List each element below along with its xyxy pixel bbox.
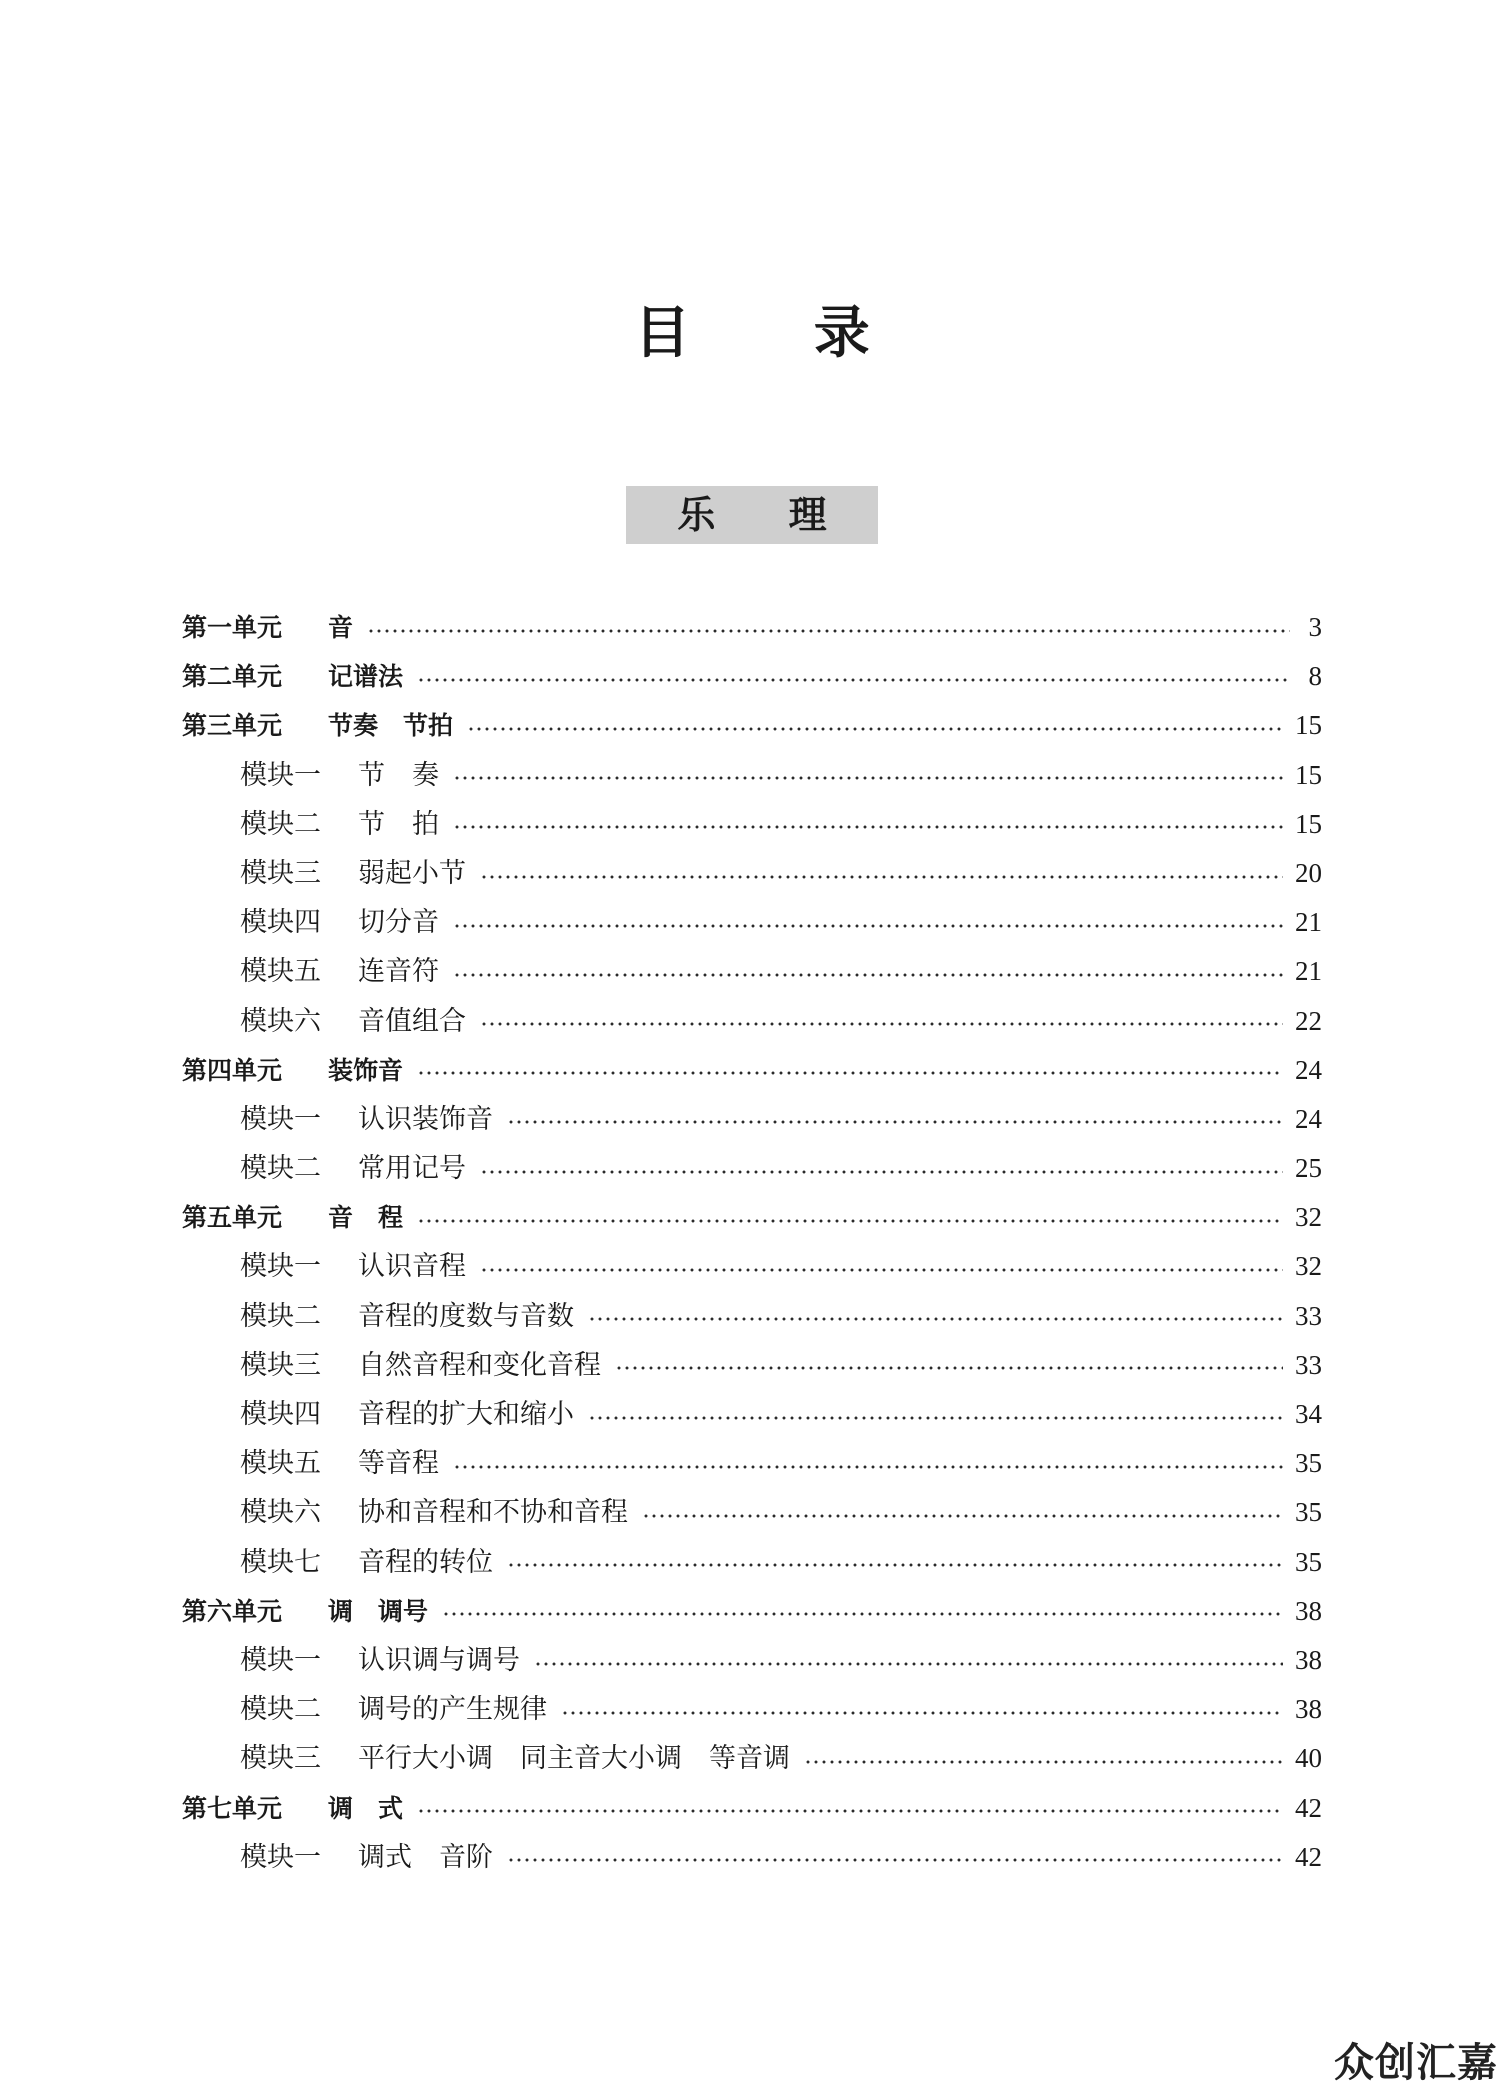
toc-entry-title: 常用记号	[358, 1153, 466, 1185]
toc-module-entry[interactable]	[182, 1636, 1322, 1685]
toc-entry-title: 认识音程	[358, 1251, 466, 1283]
toc-module-entry[interactable]	[182, 1095, 1322, 1144]
toc-page-number: 8	[1308, 661, 1322, 692]
toc-page-number: 3	[1308, 612, 1322, 642]
toc-unit-entry[interactable]	[182, 603, 1322, 652]
toc-page-number: 40	[1295, 1743, 1322, 1774]
toc-page-number: 34	[1295, 1399, 1322, 1429]
toc-module-entry[interactable]	[182, 1439, 1322, 1488]
toc-module-entry[interactable]	[182, 898, 1322, 947]
toc-entry-number: 模块七	[240, 1546, 321, 1578]
toc-module-entry[interactable]	[182, 1538, 1322, 1587]
toc-entry-title: 调号的产生规律	[358, 1694, 547, 1726]
toc-entry-number: 模块一	[240, 1103, 321, 1135]
toc-module-entry[interactable]	[182, 849, 1322, 898]
toc-entry-title: 音程的扩大和缩小	[358, 1399, 574, 1430]
toc-dot-leader	[417, 677, 1290, 683]
toc-module-entry[interactable]	[182, 1341, 1322, 1390]
toc-unit-entry[interactable]	[182, 652, 1322, 701]
toc-entry-title: 记谱法	[328, 662, 404, 692]
toc-page-number: 22	[1295, 1005, 1322, 1036]
toc-dot-leader	[507, 1562, 1283, 1568]
toc-dot-leader	[453, 824, 1283, 830]
toc-module-entry[interactable]	[182, 1292, 1322, 1341]
toc-dot-leader	[804, 1759, 1283, 1765]
toc-entry-title: 音 程	[328, 1203, 404, 1233]
toc-module-entry[interactable]	[182, 1833, 1322, 1882]
toc-entry-number: 模块四	[240, 1399, 321, 1430]
toc-dot-leader	[507, 1119, 1283, 1125]
toc-entry-number: 模块一	[240, 1644, 321, 1676]
toc-entry-title: 调 式	[328, 1793, 404, 1823]
toc-page-number: 24	[1295, 1054, 1322, 1085]
toc-entry-title: 切分音	[358, 907, 439, 939]
toc-dot-leader	[480, 1267, 1283, 1273]
toc-entry-title: 协和音程和不协和音程	[358, 1497, 628, 1529]
toc-entry-number: 第一单元	[182, 613, 283, 642]
toc-entry-title: 自然音程和变化音程	[358, 1349, 601, 1381]
toc-module-entry[interactable]	[182, 1144, 1322, 1193]
toc-entry-title: 平行大小调 同主音大小调 等音调	[358, 1743, 790, 1775]
toc-page-number: 20	[1295, 857, 1322, 888]
toc-module-entry[interactable]	[182, 947, 1322, 996]
toc-page-number: 15	[1295, 759, 1322, 790]
toc-entry-title: 音程的度数与音数	[358, 1300, 574, 1332]
toc-entry-number: 模块四	[240, 907, 321, 939]
toc-entry-title: 节 拍	[358, 808, 439, 840]
toc-page-number: 38	[1295, 1644, 1322, 1675]
toc-dot-leader	[534, 1661, 1283, 1667]
toc-page-number: 33	[1295, 1349, 1322, 1380]
toc-entry-title: 认识装饰音	[358, 1103, 493, 1135]
toc-entry-number: 模块二	[240, 1694, 321, 1726]
toc-dot-leader	[615, 1365, 1283, 1371]
toc-page-number: 38	[1295, 1595, 1322, 1626]
toc-dot-leader	[367, 628, 1290, 634]
toc-dot-leader	[417, 1808, 1283, 1814]
toc-dot-leader	[480, 1021, 1283, 1027]
toc-dot-leader	[453, 972, 1283, 978]
toc-entry-number: 第二单元	[182, 662, 283, 692]
toc-module-entry[interactable]	[182, 1734, 1322, 1783]
toc-entry-number: 模块二	[240, 1300, 321, 1332]
toc-page-number: 32	[1295, 1202, 1322, 1233]
toc-page-number: 38	[1295, 1694, 1322, 1725]
toc-dot-leader	[417, 1218, 1283, 1224]
section-heading: 乐 理	[626, 486, 878, 544]
toc-entry-title: 弱起小节	[358, 857, 466, 889]
toc-entry-title: 调式 音阶	[358, 1841, 493, 1873]
toc-dot-leader	[561, 1710, 1283, 1716]
toc-entry-title: 认识调与调号	[358, 1644, 520, 1676]
toc-entry-number: 模块六	[240, 1497, 321, 1529]
toc-page-number: 21	[1295, 907, 1322, 938]
toc-page-number: 24	[1295, 1103, 1322, 1134]
toc-entry-title: 音	[328, 613, 354, 642]
toc-dot-leader	[480, 874, 1283, 880]
toc-entry-number: 第三单元	[182, 711, 283, 741]
toc-page-number: 33	[1295, 1300, 1322, 1331]
toc-module-entry[interactable]	[182, 1488, 1322, 1537]
toc-unit-entry[interactable]	[182, 1046, 1322, 1095]
toc-dot-leader	[453, 1464, 1283, 1470]
toc-unit-entry[interactable]	[182, 1784, 1322, 1833]
toc-entry-number: 模块一	[240, 759, 321, 791]
toc-module-entry[interactable]	[182, 1390, 1322, 1439]
toc-entry-number: 第七单元	[182, 1793, 283, 1823]
toc-module-entry[interactable]	[182, 1242, 1322, 1291]
toc-entry-number: 模块一	[240, 1841, 321, 1873]
toc-entry-title: 节 奏	[358, 759, 439, 791]
toc-entry-title: 装饰音	[328, 1055, 404, 1085]
toc-dot-leader	[417, 1070, 1283, 1076]
toc-entry-number: 第五单元	[182, 1203, 283, 1233]
toc-page-number: 35	[1295, 1448, 1322, 1479]
toc-entry-number: 第四单元	[182, 1055, 283, 1085]
toc-module-entry[interactable]	[182, 800, 1322, 849]
toc-unit-entry[interactable]	[182, 701, 1322, 750]
toc-page-number: 21	[1295, 956, 1322, 987]
toc-dot-leader	[442, 1611, 1283, 1617]
watermark-logo: 众创汇嘉	[1334, 2040, 1498, 2086]
toc-page-number: 15	[1295, 808, 1322, 839]
toc-dot-leader	[588, 1316, 1283, 1322]
toc-module-entry[interactable]	[182, 751, 1322, 800]
toc-entry-number: 第六单元	[182, 1596, 283, 1626]
toc-page-number: 15	[1295, 710, 1322, 741]
toc-page-number: 35	[1295, 1497, 1322, 1528]
toc-dot-leader	[453, 775, 1283, 781]
toc-entry-number: 模块六	[240, 1005, 321, 1037]
toc-page-number: 35	[1295, 1546, 1322, 1577]
toc-module-entry[interactable]	[182, 1685, 1322, 1734]
toc-dot-leader	[588, 1415, 1283, 1421]
toc-entry-number: 模块三	[240, 1349, 321, 1381]
toc-page-number: 42	[1295, 1841, 1322, 1872]
toc-entry-title: 音值组合	[358, 1005, 466, 1037]
toc-entry-number: 模块一	[240, 1251, 321, 1283]
toc-entry-number: 模块二	[240, 1153, 321, 1185]
toc-entry-title: 等音程	[358, 1448, 439, 1480]
toc-dot-leader	[642, 1513, 1283, 1519]
toc-entry-number: 模块三	[240, 857, 321, 889]
toc-page-number: 32	[1295, 1251, 1322, 1282]
toc-page-number: 42	[1295, 1792, 1322, 1823]
toc-entry-number: 模块二	[240, 808, 321, 840]
toc-entry-number: 模块五	[240, 956, 321, 988]
toc-page-number: 25	[1295, 1153, 1322, 1184]
toc-dot-leader	[453, 923, 1283, 929]
toc-module-entry[interactable]	[182, 997, 1322, 1046]
toc-unit-entry[interactable]	[182, 1587, 1322, 1636]
toc-entry-title: 连音符	[358, 956, 439, 988]
toc-dot-leader	[480, 1169, 1283, 1175]
toc-unit-entry[interactable]	[182, 1193, 1322, 1242]
toc-dot-leader	[507, 1857, 1283, 1863]
toc-entry-title: 调 调号	[328, 1596, 429, 1626]
toc-dot-leader	[467, 726, 1283, 732]
toc-entry-title: 音程的转位	[358, 1546, 493, 1578]
table-of-contents	[182, 603, 1322, 1882]
toc-entry-number: 模块三	[240, 1743, 321, 1775]
toc-entry-title: 节奏 节拍	[328, 711, 454, 741]
toc-entry-number: 模块五	[240, 1448, 321, 1480]
page-title: 目 录	[634, 300, 922, 366]
